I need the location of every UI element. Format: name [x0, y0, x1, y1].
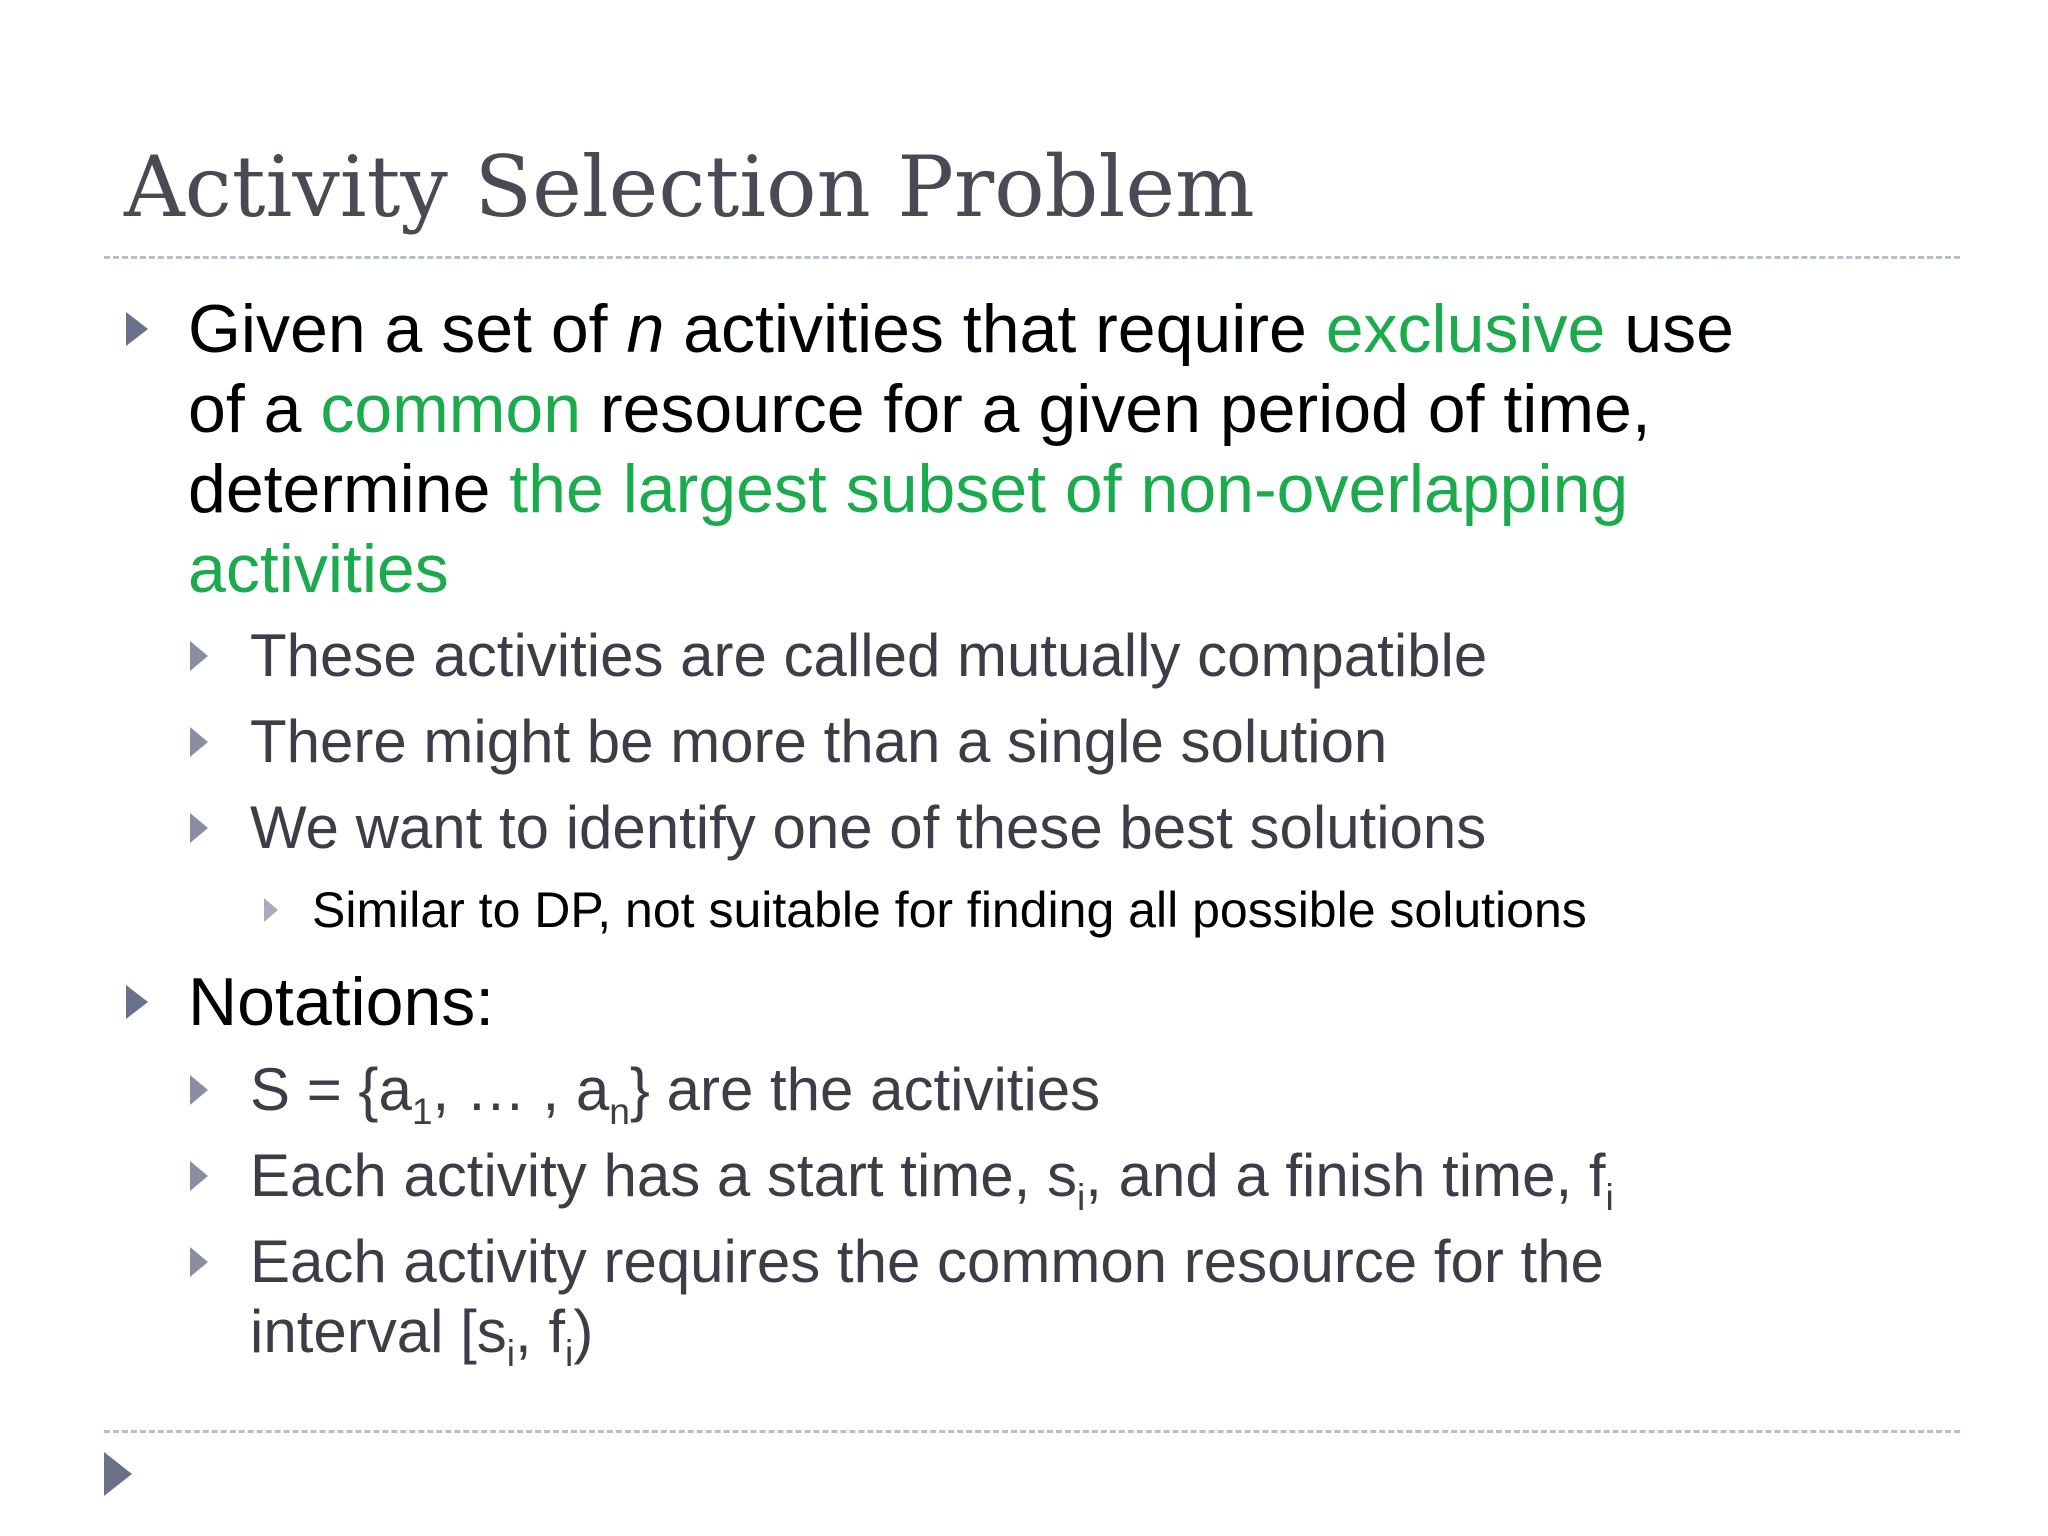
sub-sub-item-dp: Similar to DP, not suitable for finding all possible solutions [312, 882, 1587, 938]
sub-sub-bullet-arrow-icon [264, 898, 278, 922]
title-divider [104, 256, 1960, 259]
slide-title: Activity Selection Problem [124, 138, 1255, 236]
intro-line-2: of a common resource for a given period of time, [188, 371, 1651, 447]
intro-paragraph [188, 289, 1734, 609]
highlight-largest-subset: the largest subset of non-overlapping [509, 451, 1629, 527]
sub-item-mutually-compatible: These activities are called mutually compatible [250, 622, 1488, 689]
bullet-arrow-icon [126, 985, 148, 1019]
bullet-arrow-icon [126, 312, 148, 346]
footer-arrow-icon [104, 1452, 132, 1496]
notations-heading: Notations: [188, 964, 495, 1040]
notation-start-finish: Each activity has a start time, $s_i$, and a finish time, $f_i$ [250, 1142, 1614, 1219]
highlight-common: common [320, 371, 582, 447]
intro-line-3: determine the largest subset of non-overlapping [188, 451, 1629, 527]
sub-bullet-arrow-icon [190, 641, 208, 671]
sub-item-multiple-solutions: There might be more than a single solution [250, 708, 1388, 775]
footer-divider [104, 1430, 1960, 1433]
notation-interval: Each activity requires the common resource for the interval [$s_i$, $f_i$) [250, 1228, 1604, 1375]
sub-bullet-arrow-icon [190, 1075, 208, 1105]
sub-bullet-arrow-icon [190, 727, 208, 757]
sub-item-best-solutions: We want to identify one of these best solutions [250, 794, 1487, 861]
highlight-exclusive: exclusive [1325, 291, 1606, 367]
sub-bullet-arrow-icon [190, 1161, 208, 1191]
notation-activity-set: $S = \{a_1$, … , $a_n$} are the activities [250, 1056, 1101, 1133]
sub-bullet-arrow-icon [190, 1247, 208, 1277]
intro-line-1: Given a set of n activities that require exclusive use [188, 291, 1734, 367]
sub-bullet-arrow-icon [190, 813, 208, 843]
intro-line-4: activities [188, 531, 449, 607]
